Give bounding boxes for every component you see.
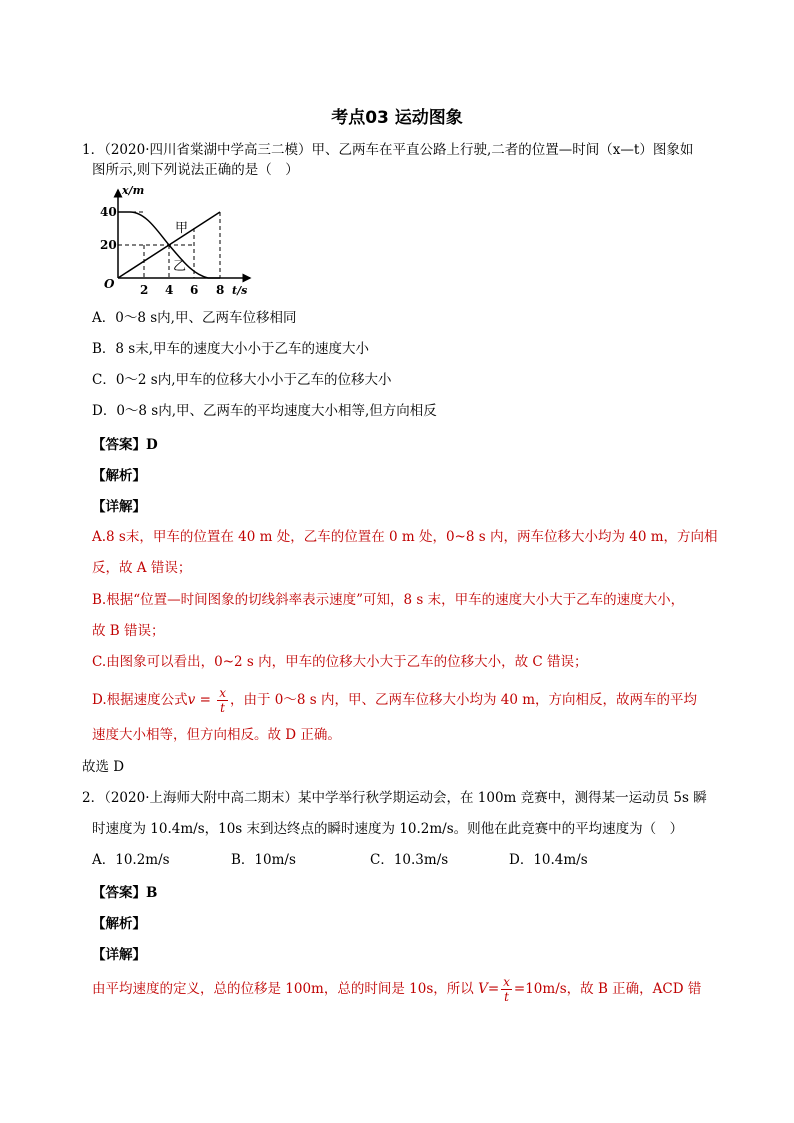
q1-detail-d-line1: D.根据速度公式v = $\frac{x}{t}$ ，由于 0～8 s 内，甲、乙两车位移大小均为 40 m，方向相反，故两车的平均 — [92, 686, 698, 715]
x-tick-6: 6 — [190, 283, 199, 297]
q1-detail-tag: 【详解】 — [92, 499, 146, 515]
q1-conclusion: 故选 D — [82, 759, 125, 775]
x-tick-8: 8 — [216, 283, 225, 297]
q1-xt-graph — [100, 182, 260, 300]
y-tick-20: 20 — [100, 238, 117, 252]
q1-option-c: C．0～2 s内,甲车的位移大小小于乙车的位移大小 — [92, 372, 392, 388]
q1-detail-b-line1: B.根据“位置—时间图象的切线斜率表示速度”可知，8 s 末，甲车的速度大小大于乙车的速度大小， — [92, 592, 685, 608]
q2-analysis-tag: 【解析】 — [92, 916, 146, 932]
q1-option-d: D．0～8 s内,甲、乙两车的平均速度大小相等,但方向相反 — [92, 403, 437, 419]
q1-analysis-tag: 【解析】 — [92, 468, 146, 484]
page-title: 考点03 运动图象 — [331, 108, 463, 128]
q1-stem-line1: 1．（2020·四川省棠湖中学高三二模）甲、乙两车在平直公路上行驶,二者的位置—时间（x—t）图象如 — [82, 142, 694, 158]
q2-answer: 【答案】B — [92, 885, 158, 901]
formula-fraction: $\frac{x}{t}$ — [503, 975, 510, 1004]
q2-stem-line2: 时速度为 10.4m/s，10s 末到达终点的瞬时速度为 10.2m/s。则他在此竞赛中的平均速度为（ ） — [92, 821, 684, 837]
q1-detail-c: C.由图象可以看出，0~2 s 内，甲车的位移大小大于乙车的位移大小，故 C 错误； — [92, 654, 588, 670]
q1-detail-b-line2: 故 B 错误； — [92, 623, 165, 639]
q2-stem-line1: 2．（2020·上海师大附中高二期末）某中学举行秋学期运动会，在 100m 竞赛中，测得某一运动员 5s 瞬 — [82, 790, 707, 806]
q1-option-a: A．0～8 s内,甲、乙两车位移相同 — [92, 310, 297, 326]
q1-number: 1． — [82, 142, 105, 158]
x-tick-2: 2 — [140, 283, 149, 297]
y-tick-40: 40 — [100, 205, 117, 219]
x-tick-4: 4 — [165, 283, 174, 297]
curve-yi-label: 乙 — [173, 259, 187, 274]
q2-number: 2． — [82, 790, 105, 806]
q1-option-b: B．8 s末,甲车的速度大小小于乙车的速度大小 — [92, 341, 370, 357]
q1-detail-a-line2: 反，故 A 错误； — [92, 560, 192, 576]
formula-fraction: $\frac{x}{t}$ — [219, 686, 226, 715]
y-axis-label: x/m — [122, 184, 145, 197]
q2-option-b: B．10m/s — [231, 852, 296, 868]
q2-option-a: A．10.2m/s — [92, 852, 170, 868]
q1-answer: 【答案】D — [92, 437, 158, 453]
origin-label: O — [104, 277, 115, 291]
q1-detail-d-line2: 速度大小相等，但方向相反。故 D 正确。 — [92, 727, 341, 743]
x-axis-label: t/s — [232, 284, 248, 297]
q1-stem-line2: 图所示,则下列说法正确的是（ ） — [92, 162, 299, 178]
q2-detail-line1: 由平均速度的定义，总的位移是 100m，总的时间是 10s，所以 V= $\frac{x}{t}$ =10m/s，故 B 正确，ACD 错 — [92, 975, 702, 1004]
q2-option-d: D．10.4m/s — [509, 852, 588, 868]
curve-jia-label: 甲 — [175, 221, 189, 236]
q2-option-c: C．10.3m/s — [370, 852, 449, 868]
q2-detail-tag: 【详解】 — [92, 947, 146, 963]
q1-detail-a-line1: A.8 s末，甲车的位置在 40 m 处，乙车的位置在 0 m 处，0~8 s 内，两车位移大小均为 40 m，方向相 — [92, 529, 718, 545]
